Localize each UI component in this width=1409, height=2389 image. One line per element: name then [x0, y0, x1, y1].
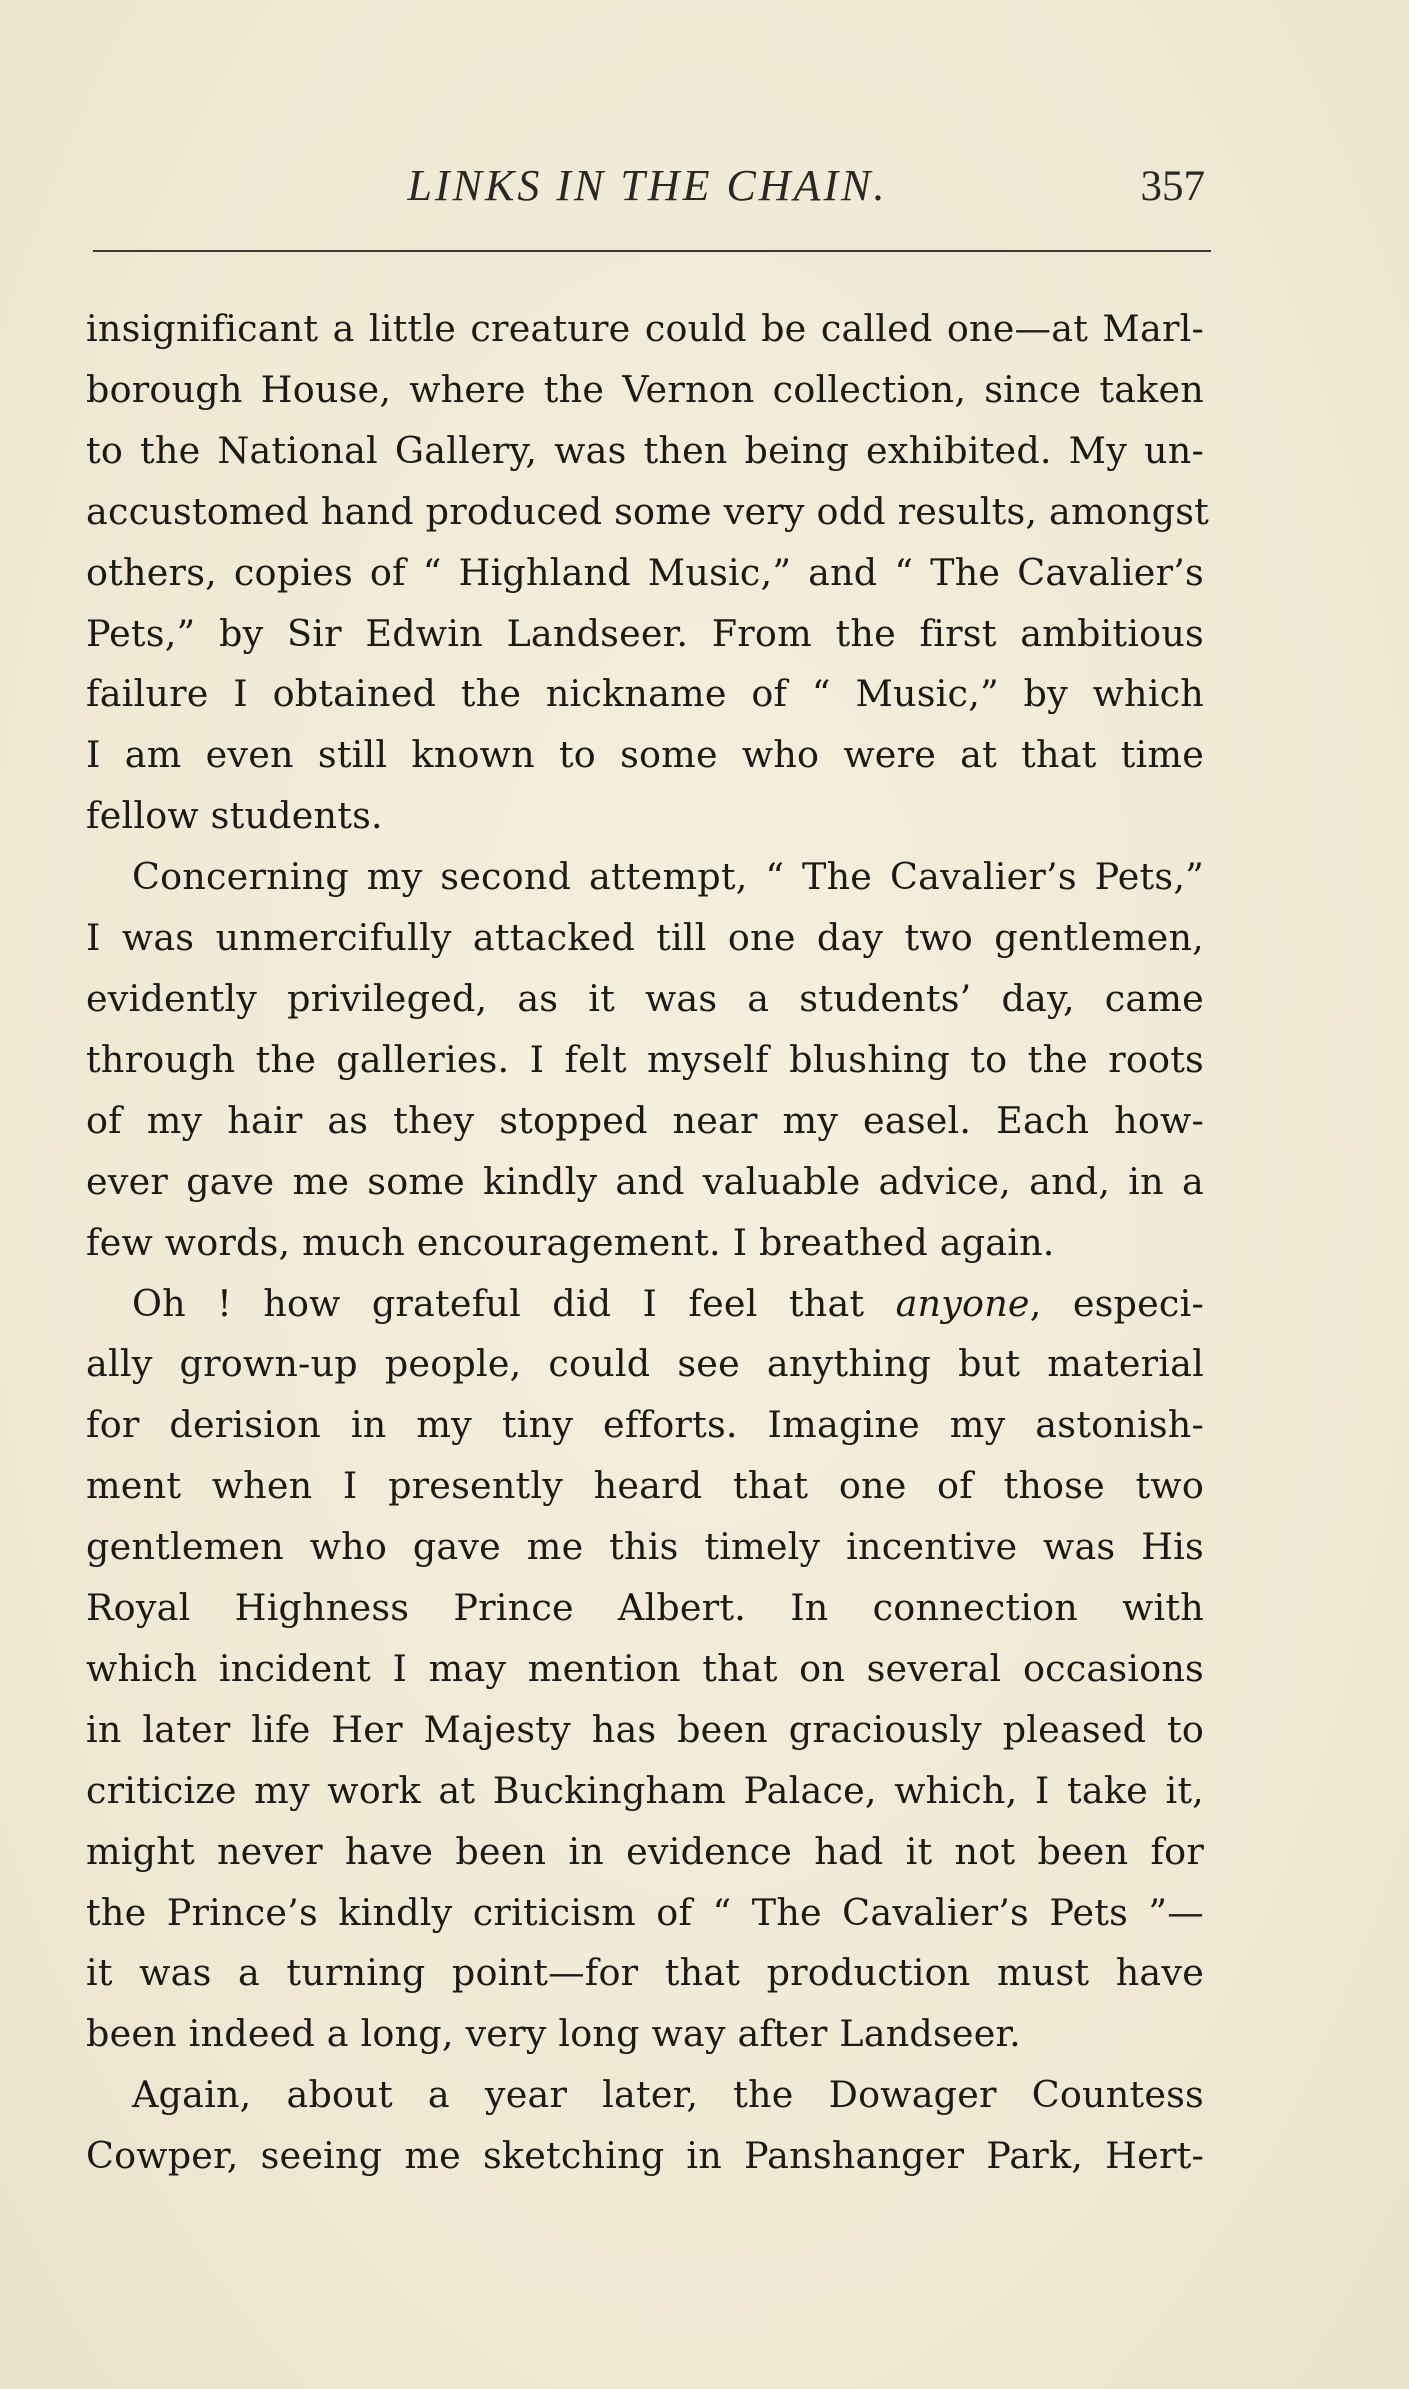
text-line: ever gave me some kindly and valuable advice, and, in a	[86, 1159, 1204, 1203]
text-line: fellow students.	[86, 794, 383, 838]
text-line: evidently privileged, as it was a students’ day, came	[86, 976, 1204, 1020]
text-line: ally grown-up people, could see anything but material	[86, 1342, 1204, 1386]
text-line: Again, about a year later, the Dowager Countess	[132, 2073, 1204, 2117]
italic-emphasis: anyone	[895, 1281, 1030, 1325]
paragraph-4	[86, 2065, 1204, 2187]
text-line: which incident I may mention that on several occasions	[86, 1646, 1204, 1690]
text-line: Cowper, seeing me sketching in Panshanger Park, Hert-	[86, 2134, 1204, 2178]
text-line: gentlemen who gave me this timely incentive was His	[86, 1525, 1204, 1569]
text-line: been indeed a long, very long way after Landseer.	[86, 2012, 1021, 2056]
header-rule	[93, 250, 1211, 252]
text-line: borough House, where the Vernon collection, since taken	[86, 367, 1204, 411]
text-line: in later life Her Majesty has been graciously pleased to	[86, 1707, 1204, 1751]
text-line: might never have been in evidence had it not been for	[86, 1829, 1204, 1873]
text-line: few words, much encouragement. I breathed again.	[86, 1220, 1055, 1264]
text-line: I was unmercifully attacked till one day two gentlemen,	[86, 916, 1204, 960]
text-line: insignificant a little creature could be called one—at Marl-	[86, 307, 1204, 350]
running-head: LINKS IN THE CHAIN.	[407, 161, 888, 210]
paragraph-1	[86, 299, 1210, 847]
page-header	[90, 160, 1205, 220]
text-line: the Prince’s kindly criticism of “ The Cavalier’s Pets ”—	[86, 1890, 1204, 1934]
text-line: Pets,” by Sir Edwin Landseer. From the first ambitious	[86, 611, 1204, 655]
text-line: it was a turning point—for that production must have	[86, 1951, 1204, 1995]
text-line: Oh ! how grateful did I feel that anyone, especi-	[132, 1281, 1204, 1325]
text-line: failure I obtained the nickname of “ Music,” by which	[86, 672, 1204, 716]
text-line: through the galleries. I felt myself blushing to the roots	[86, 1037, 1204, 1081]
text-line: accustomed hand produced some very odd results, amongst	[86, 489, 1210, 533]
text-line: criticize my work at Buckingham Palace, which, I take it,	[86, 1768, 1204, 1812]
text-line: for derision in my tiny efforts. Imagine my astonish-	[86, 1403, 1204, 1447]
paragraph-3	[86, 1274, 1204, 2066]
text-line: to the National Gallery, was then being exhibited. My un-	[86, 428, 1204, 472]
body-text	[86, 299, 1210, 2187]
text-line: others, copies of “ Highland Music,” and “ The Cavalier’s	[86, 550, 1204, 594]
text-line: of my hair as they stopped near my easel. Each how-	[86, 1098, 1204, 1142]
paragraph-2	[86, 847, 1204, 1273]
text-line: I am even still known to some who were at that time	[86, 733, 1204, 777]
text-line: ment when I presently heard that one of those two	[86, 1464, 1204, 1508]
text-line: Concerning my second attempt, “ The Cavalier’s Pets,”	[132, 855, 1204, 899]
page-number: 357	[1140, 163, 1205, 210]
text-line: Royal Highness Prince Albert. In connection with	[86, 1586, 1204, 1630]
